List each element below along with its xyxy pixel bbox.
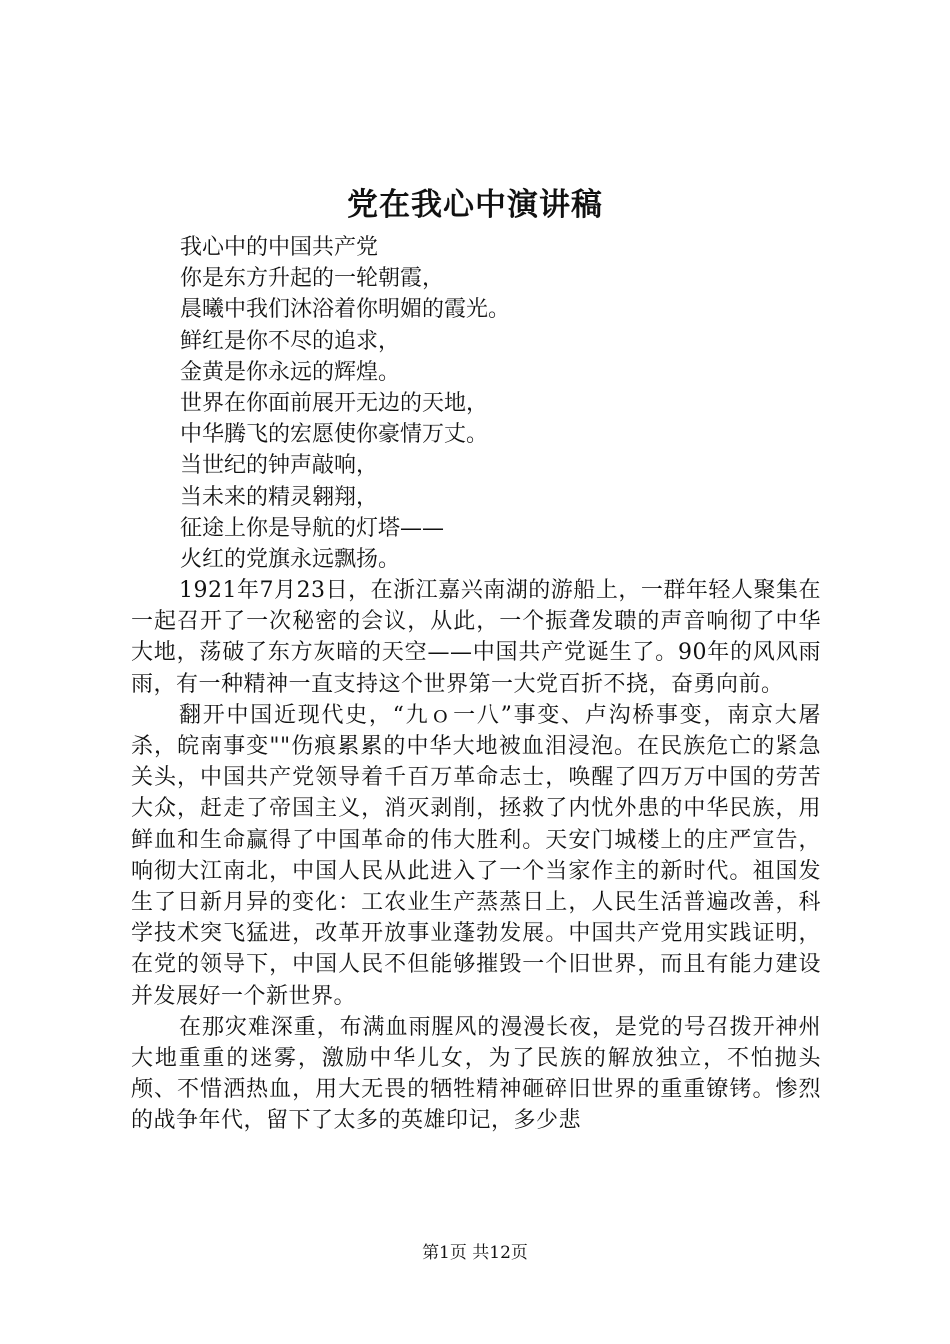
poem-line: 当未来的精灵翱翔， xyxy=(180,484,379,510)
poem-line: 金黄是你永远的辉煌。 xyxy=(180,359,401,385)
page-title: 党在我心中演讲稿 xyxy=(347,187,603,223)
poem-line: 当世纪的钟声敲响， xyxy=(180,453,379,479)
paragraph: 翻开中国近现代史，“九ｏ一八”事变、卢沟桥事变，南京大屠杀，皖南事变""伤痕累累的中华大地被血泪浸泡。在民族危亡的紧急关头，中国共产党领导着千百万革命志士，唤醒了四万万中国的劳苦大众，赶走了帝国主义，消灭剥削，拯救了内忧外患的中华民族，用鲜血和生命赢得了中国革命的伟大胜利。天安门城楼上的庄严宣告，响彻大江南北，中国人民从此进入了一个当家作主的新时代。祖国发生了日新月异的变化：工农业生产蒸蒸日上，人民生活普遍改善，科学技术突飞猛进，改革开放事业蓬勃发展。中国共产党用实践证明，在党的领导下，中国人民不但能够摧毁一个旧世界，而且有能力建设并发展好一个新世界。 xyxy=(131,702,821,1009)
poem-line: 中华腾飞的宏愿使你豪情万丈。 xyxy=(180,422,489,448)
poem-line: 鲜红是你不尽的追求， xyxy=(180,328,401,354)
poem-line: 火红的党旗永远飘扬。 xyxy=(180,546,401,572)
poem-line: 晨曦中我们沐浴着你明媚的霞光。 xyxy=(180,297,511,323)
poem-line: 世界在你面前展开无边的天地， xyxy=(180,390,489,416)
page-footer: 第1页 共12页 xyxy=(422,1243,528,1263)
poem-line: 我心中的中国共产党 xyxy=(180,235,379,260)
paragraph: 在那灾难深重，布满血雨腥风的漫漫长夜，是党的号召拨开神州大地重重的迷雾，激励中华儿女，为了民族的解放独立，不怕抛头颅、不惜洒热血，用大无畏的牺牲精神砸碎旧世界的重重镣铐。惨烈的战争年代，留下了太多的英雄印记，多少悲 xyxy=(131,1014,821,1134)
paragraph: 1921年7月23日，在浙江嘉兴南湖的游船上，一群年轻人聚集在一起召开了一次秘密的会议，从此，一个振聋发聩的声音响彻了中华大地，荡破了东方灰暗的天空——中国共产党诞生了。90年的风风雨雨，有一种精神一直支持这个世界第一大党百折不挠，奋勇向前。 xyxy=(131,578,821,697)
poem-block xyxy=(180,232,820,575)
poem-line: 征途上你是导航的灯塔—— xyxy=(180,515,445,541)
poem-line: 你是东方升起的一轮朝霞， xyxy=(180,266,445,292)
body-text xyxy=(131,575,821,1137)
